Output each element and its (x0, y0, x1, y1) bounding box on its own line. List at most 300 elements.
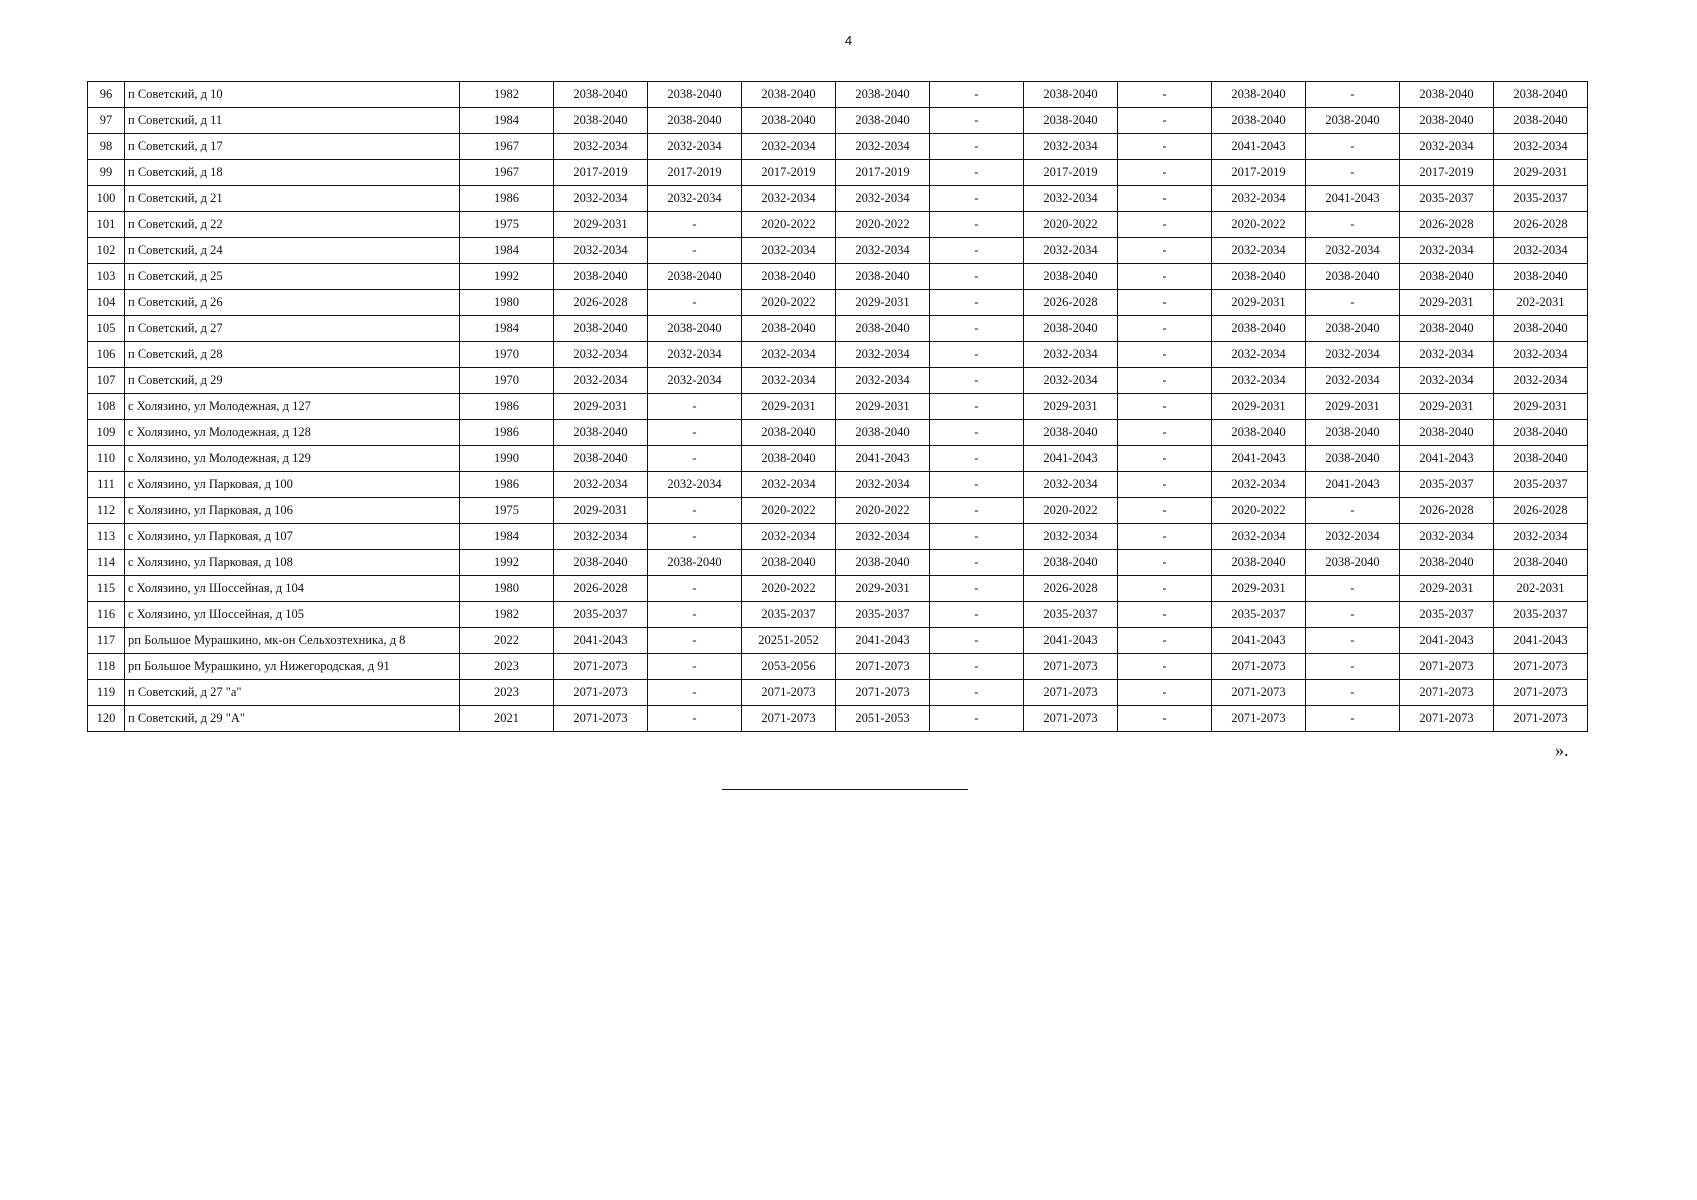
period-cell: - (648, 290, 742, 316)
period-cell: 2032-2034 (742, 186, 836, 212)
year-cell: 1984 (460, 316, 554, 342)
row-number-cell: 104 (88, 290, 125, 316)
period-cell: - (1118, 550, 1212, 576)
year-cell: 1992 (460, 264, 554, 290)
period-cell: 2071-2073 (554, 706, 648, 732)
period-cell: 2029-2031 (1494, 160, 1588, 186)
period-cell: 2032-2034 (1400, 134, 1494, 160)
period-cell: - (1118, 576, 1212, 602)
period-cell: 2032-2034 (554, 186, 648, 212)
period-cell: - (930, 706, 1024, 732)
period-cell: 2038-2040 (742, 108, 836, 134)
period-cell: - (1118, 680, 1212, 706)
year-cell: 2023 (460, 680, 554, 706)
period-cell: 2041-2043 (554, 628, 648, 654)
period-cell: 2071-2073 (742, 680, 836, 706)
year-cell: 1980 (460, 290, 554, 316)
row-number-cell: 111 (88, 472, 125, 498)
period-cell: - (1306, 602, 1400, 628)
year-cell: 1970 (460, 342, 554, 368)
period-cell: 2029-2031 (554, 498, 648, 524)
period-cell: - (648, 238, 742, 264)
period-cell: 2038-2040 (1024, 550, 1118, 576)
period-cell: 2038-2040 (1306, 264, 1400, 290)
table-row (88, 290, 1588, 316)
period-cell: 2029-2031 (1400, 394, 1494, 420)
period-cell: 2029-2031 (1494, 394, 1588, 420)
period-cell: - (1306, 576, 1400, 602)
address-cell: п Советский, д 10 (125, 82, 460, 108)
period-cell: 2038-2040 (1494, 108, 1588, 134)
period-cell: - (648, 654, 742, 680)
period-cell: 2041-2043 (1024, 628, 1118, 654)
period-cell: 2038-2040 (648, 550, 742, 576)
period-cell: 2035-2037 (1494, 472, 1588, 498)
year-cell: 1984 (460, 524, 554, 550)
period-cell: - (1306, 290, 1400, 316)
period-cell: 2032-2034 (1400, 368, 1494, 394)
row-number-cell: 115 (88, 576, 125, 602)
period-cell: - (1306, 628, 1400, 654)
period-cell: - (648, 212, 742, 238)
table-row (88, 680, 1588, 706)
period-cell: 2029-2031 (1306, 394, 1400, 420)
repair-schedule-table (87, 81, 1588, 732)
period-cell: 2038-2040 (1494, 264, 1588, 290)
period-cell: - (930, 316, 1024, 342)
period-cell: - (930, 368, 1024, 394)
period-cell: 2038-2040 (1306, 420, 1400, 446)
address-cell: с Холязино, ул Парковая, д 107 (125, 524, 460, 550)
period-cell: 2026-2028 (1024, 576, 1118, 602)
period-cell: 2038-2040 (1494, 446, 1588, 472)
period-cell: 2032-2034 (1494, 368, 1588, 394)
period-cell: 2020-2022 (1212, 498, 1306, 524)
year-cell: 1984 (460, 238, 554, 264)
period-cell: - (930, 420, 1024, 446)
period-cell: 2026-2028 (554, 576, 648, 602)
period-cell: - (648, 680, 742, 706)
period-cell: 2017-2019 (1024, 160, 1118, 186)
period-cell: 2020-2022 (836, 212, 930, 238)
period-cell: - (930, 498, 1024, 524)
period-cell: 2032-2034 (554, 134, 648, 160)
period-cell: 2038-2040 (1306, 108, 1400, 134)
period-cell: 2032-2034 (836, 238, 930, 264)
period-cell: - (930, 264, 1024, 290)
row-number-cell: 97 (88, 108, 125, 134)
address-cell: п Советский, д 29 "А" (125, 706, 460, 732)
period-cell: 2038-2040 (742, 264, 836, 290)
period-cell: 2038-2040 (1400, 108, 1494, 134)
year-cell: 1992 (460, 550, 554, 576)
table-row (88, 368, 1588, 394)
period-cell: 2032-2034 (1400, 524, 1494, 550)
period-cell: 2032-2034 (742, 134, 836, 160)
period-cell: 2038-2040 (1494, 82, 1588, 108)
period-cell: 2026-2028 (1400, 498, 1494, 524)
table-row (88, 394, 1588, 420)
period-cell: 2029-2031 (1400, 576, 1494, 602)
period-cell: 2038-2040 (1400, 82, 1494, 108)
period-cell: 2032-2034 (1306, 368, 1400, 394)
period-cell: 2071-2073 (1400, 680, 1494, 706)
year-cell: 1967 (460, 134, 554, 160)
row-number-cell: 99 (88, 160, 125, 186)
period-cell: - (1118, 212, 1212, 238)
period-cell: 2038-2040 (554, 550, 648, 576)
period-cell: 2038-2040 (1024, 82, 1118, 108)
period-cell: 2026-2028 (1494, 498, 1588, 524)
table-row (88, 550, 1588, 576)
period-cell: 2032-2034 (554, 238, 648, 264)
period-cell: 2020-2022 (836, 498, 930, 524)
row-number-cell: 102 (88, 238, 125, 264)
period-cell: 2020-2022 (1024, 212, 1118, 238)
period-cell: 2032-2034 (836, 342, 930, 368)
period-cell: 2038-2040 (554, 264, 648, 290)
period-cell: 2038-2040 (648, 108, 742, 134)
table-row (88, 186, 1588, 212)
row-number-cell: 98 (88, 134, 125, 160)
period-cell: 2041-2043 (1306, 186, 1400, 212)
period-cell: 2071-2073 (554, 654, 648, 680)
period-cell: 2071-2073 (1212, 680, 1306, 706)
period-cell: 2032-2034 (554, 342, 648, 368)
table-body (88, 82, 1588, 732)
table-row (88, 264, 1588, 290)
row-number-cell: 120 (88, 706, 125, 732)
period-cell: 2035-2037 (1024, 602, 1118, 628)
period-cell: 2071-2073 (742, 706, 836, 732)
period-cell: - (648, 524, 742, 550)
period-cell: 2071-2073 (1212, 706, 1306, 732)
period-cell: 2032-2034 (1024, 134, 1118, 160)
period-cell: 2032-2034 (742, 472, 836, 498)
address-cell: с Холязино, ул Шоссейная, д 104 (125, 576, 460, 602)
period-cell: 2038-2040 (554, 82, 648, 108)
period-cell: 2041-2043 (1212, 134, 1306, 160)
period-cell: - (1118, 706, 1212, 732)
period-cell: 2038-2040 (1306, 316, 1400, 342)
period-cell: - (648, 602, 742, 628)
period-cell: 2017-2019 (648, 160, 742, 186)
period-cell: 2038-2040 (1024, 108, 1118, 134)
period-cell: - (1118, 446, 1212, 472)
period-cell: 2051-2053 (836, 706, 930, 732)
table-row (88, 212, 1588, 238)
period-cell: 2032-2034 (742, 238, 836, 264)
address-cell: п Советский, д 28 (125, 342, 460, 368)
year-cell: 1980 (460, 576, 554, 602)
period-cell: 2038-2040 (1212, 420, 1306, 446)
period-cell: 2020-2022 (742, 212, 836, 238)
table-row (88, 238, 1588, 264)
address-cell: п Советский, д 22 (125, 212, 460, 238)
period-cell: 2032-2034 (1212, 368, 1306, 394)
period-cell: - (930, 212, 1024, 238)
year-cell: 1990 (460, 446, 554, 472)
row-number-cell: 116 (88, 602, 125, 628)
year-cell: 1982 (460, 602, 554, 628)
period-cell: 2032-2034 (1024, 238, 1118, 264)
year-cell: 2021 (460, 706, 554, 732)
period-cell: 2032-2034 (1212, 238, 1306, 264)
row-number-cell: 118 (88, 654, 125, 680)
period-cell: 2032-2034 (648, 342, 742, 368)
table-row (88, 524, 1588, 550)
period-cell: 2038-2040 (1212, 316, 1306, 342)
period-cell: 2035-2037 (1494, 602, 1588, 628)
address-cell: с Холязино, ул Молодежная, д 127 (125, 394, 460, 420)
period-cell: 2032-2034 (1024, 186, 1118, 212)
address-cell: рп Большое Мурашкино, мк-он Сельхозтехника, д 8 (125, 628, 460, 654)
period-cell: - (648, 394, 742, 420)
period-cell: 2020-2022 (742, 498, 836, 524)
period-cell: - (930, 82, 1024, 108)
period-cell: - (1118, 342, 1212, 368)
period-cell: 2038-2040 (836, 108, 930, 134)
bottom-rule (722, 789, 968, 790)
period-cell: - (930, 134, 1024, 160)
period-cell: 2038-2040 (1494, 420, 1588, 446)
period-cell: 2029-2031 (1212, 290, 1306, 316)
address-cell: п Советский, д 24 (125, 238, 460, 264)
period-cell: - (648, 576, 742, 602)
period-cell: 2032-2034 (1400, 342, 1494, 368)
period-cell: 2038-2040 (554, 316, 648, 342)
period-cell: 2038-2040 (742, 82, 836, 108)
period-cell: - (930, 602, 1024, 628)
period-cell: - (1118, 368, 1212, 394)
address-cell: п Советский, д 18 (125, 160, 460, 186)
period-cell: 2038-2040 (742, 316, 836, 342)
period-cell: 202-2031 (1494, 576, 1588, 602)
period-cell: 2038-2040 (1400, 420, 1494, 446)
period-cell: - (930, 654, 1024, 680)
table-row (88, 576, 1588, 602)
period-cell: - (930, 394, 1024, 420)
period-cell: 2038-2040 (1212, 108, 1306, 134)
period-cell: 2038-2040 (648, 264, 742, 290)
period-cell: 2041-2043 (1212, 446, 1306, 472)
period-cell: - (1118, 82, 1212, 108)
period-cell: - (930, 446, 1024, 472)
period-cell: 2032-2034 (648, 134, 742, 160)
period-cell: 2038-2040 (1024, 420, 1118, 446)
period-cell: 2038-2040 (742, 420, 836, 446)
period-cell: 2017-2019 (1212, 160, 1306, 186)
period-cell: 2071-2073 (1024, 680, 1118, 706)
table-row (88, 134, 1588, 160)
period-cell: - (1118, 394, 1212, 420)
address-cell: п Советский, д 29 (125, 368, 460, 394)
row-number-cell: 113 (88, 524, 125, 550)
year-cell: 1986 (460, 186, 554, 212)
period-cell: 2071-2073 (836, 680, 930, 706)
period-cell: - (648, 706, 742, 732)
period-cell: 2038-2040 (1400, 316, 1494, 342)
table-row (88, 108, 1588, 134)
period-cell: 2029-2031 (836, 290, 930, 316)
address-cell: с Холязино, ул Парковая, д 108 (125, 550, 460, 576)
period-cell: 2029-2031 (836, 394, 930, 420)
address-cell: п Советский, д 27 (125, 316, 460, 342)
year-cell: 1967 (460, 160, 554, 186)
period-cell: - (648, 420, 742, 446)
period-cell: - (1118, 290, 1212, 316)
period-cell: - (1306, 160, 1400, 186)
year-cell: 1982 (460, 82, 554, 108)
period-cell: 2038-2040 (1212, 264, 1306, 290)
period-cell: 2035-2037 (742, 602, 836, 628)
address-cell: п Советский, д 21 (125, 186, 460, 212)
period-cell: 2038-2040 (1400, 264, 1494, 290)
period-cell: 2032-2034 (1024, 472, 1118, 498)
row-number-cell: 117 (88, 628, 125, 654)
period-cell: 2038-2040 (1212, 550, 1306, 576)
period-cell: 2032-2034 (1400, 238, 1494, 264)
row-number-cell: 112 (88, 498, 125, 524)
period-cell: - (1306, 654, 1400, 680)
table-row (88, 82, 1588, 108)
year-cell: 1970 (460, 368, 554, 394)
period-cell: 2032-2034 (1212, 342, 1306, 368)
year-cell: 2023 (460, 654, 554, 680)
period-cell: 2032-2034 (836, 134, 930, 160)
year-cell: 1975 (460, 498, 554, 524)
year-cell: 2022 (460, 628, 554, 654)
period-cell: 2041-2043 (1024, 446, 1118, 472)
period-cell: 2053-2056 (742, 654, 836, 680)
page-number: 4 (844, 33, 853, 48)
period-cell: - (1118, 654, 1212, 680)
table-row (88, 160, 1588, 186)
period-cell: - (1118, 472, 1212, 498)
period-cell: 2017-2019 (1400, 160, 1494, 186)
period-cell: 2020-2022 (1212, 212, 1306, 238)
period-cell: - (930, 628, 1024, 654)
address-cell: п Советский, д 11 (125, 108, 460, 134)
period-cell: 2038-2040 (1494, 550, 1588, 576)
period-cell: 2038-2040 (836, 82, 930, 108)
period-cell: 2032-2034 (836, 368, 930, 394)
table-row (88, 316, 1588, 342)
period-cell: - (930, 550, 1024, 576)
row-number-cell: 103 (88, 264, 125, 290)
period-cell: - (930, 160, 1024, 186)
period-cell: 2035-2037 (554, 602, 648, 628)
period-cell: 2032-2034 (648, 368, 742, 394)
period-cell: 2032-2034 (836, 472, 930, 498)
period-cell: 2038-2040 (554, 420, 648, 446)
period-cell: 2020-2022 (742, 576, 836, 602)
period-cell: - (1118, 316, 1212, 342)
address-cell: с Холязино, ул Шоссейная, д 105 (125, 602, 460, 628)
row-number-cell: 119 (88, 680, 125, 706)
period-cell: 2032-2034 (1212, 524, 1306, 550)
period-cell: 2032-2034 (1306, 524, 1400, 550)
period-cell: - (1118, 186, 1212, 212)
period-cell: 2041-2043 (1494, 628, 1588, 654)
period-cell: 2035-2037 (1400, 602, 1494, 628)
period-cell: 2026-2028 (1494, 212, 1588, 238)
year-cell: 1984 (460, 108, 554, 134)
address-cell: п Советский, д 27 "а" (125, 680, 460, 706)
period-cell: 2038-2040 (648, 316, 742, 342)
period-cell: 2041-2043 (1400, 446, 1494, 472)
year-cell: 1986 (460, 394, 554, 420)
period-cell: 2029-2031 (1024, 394, 1118, 420)
row-number-cell: 114 (88, 550, 125, 576)
period-cell: 2041-2043 (1212, 628, 1306, 654)
period-cell: 2038-2040 (1212, 82, 1306, 108)
period-cell: 2071-2073 (1494, 680, 1588, 706)
period-cell: - (1118, 524, 1212, 550)
year-cell: 1975 (460, 212, 554, 238)
period-cell: 2017-2019 (742, 160, 836, 186)
period-cell: 2035-2037 (1400, 472, 1494, 498)
address-cell: п Советский, д 17 (125, 134, 460, 160)
period-cell: 2038-2040 (554, 108, 648, 134)
address-cell: п Советский, д 25 (125, 264, 460, 290)
period-cell: 2038-2040 (1306, 550, 1400, 576)
period-cell: 2038-2040 (836, 420, 930, 446)
period-cell: 2032-2034 (1024, 368, 1118, 394)
period-cell: 2032-2034 (1306, 238, 1400, 264)
period-cell: 2071-2073 (1400, 654, 1494, 680)
period-cell: 2032-2034 (836, 524, 930, 550)
period-cell: - (930, 524, 1024, 550)
period-cell: - (1306, 498, 1400, 524)
period-cell: 2029-2031 (554, 212, 648, 238)
period-cell: - (930, 290, 1024, 316)
period-cell: 2071-2073 (1494, 706, 1588, 732)
period-cell: - (1306, 680, 1400, 706)
period-cell: 2071-2073 (554, 680, 648, 706)
period-cell: 2032-2034 (554, 368, 648, 394)
period-cell: 2071-2073 (1024, 706, 1118, 732)
period-cell: - (930, 186, 1024, 212)
period-cell: 202-2031 (1494, 290, 1588, 316)
period-cell: 2038-2040 (1400, 550, 1494, 576)
address-cell: с Холязино, ул Парковая, д 100 (125, 472, 460, 498)
period-cell: - (1118, 420, 1212, 446)
period-cell: 2038-2040 (742, 446, 836, 472)
period-cell: 2038-2040 (1024, 316, 1118, 342)
period-cell: - (1118, 264, 1212, 290)
period-cell: 2029-2031 (1212, 394, 1306, 420)
table-row (88, 628, 1588, 654)
period-cell: - (648, 446, 742, 472)
period-cell: 2017-2019 (554, 160, 648, 186)
period-cell: 2032-2034 (1212, 186, 1306, 212)
period-cell: - (930, 342, 1024, 368)
address-cell: с Холязино, ул Молодежная, д 128 (125, 420, 460, 446)
period-cell: 2071-2073 (1212, 654, 1306, 680)
period-cell: 2071-2073 (1494, 654, 1588, 680)
table-row (88, 602, 1588, 628)
period-cell: 2029-2031 (1212, 576, 1306, 602)
period-cell: 2032-2034 (742, 524, 836, 550)
period-cell: 2041-2043 (1400, 628, 1494, 654)
period-cell: 2035-2037 (1400, 186, 1494, 212)
period-cell: 2026-2028 (1400, 212, 1494, 238)
period-cell: 2071-2073 (1024, 654, 1118, 680)
period-cell: 2032-2034 (1306, 342, 1400, 368)
table-row (88, 446, 1588, 472)
table-row (88, 706, 1588, 732)
